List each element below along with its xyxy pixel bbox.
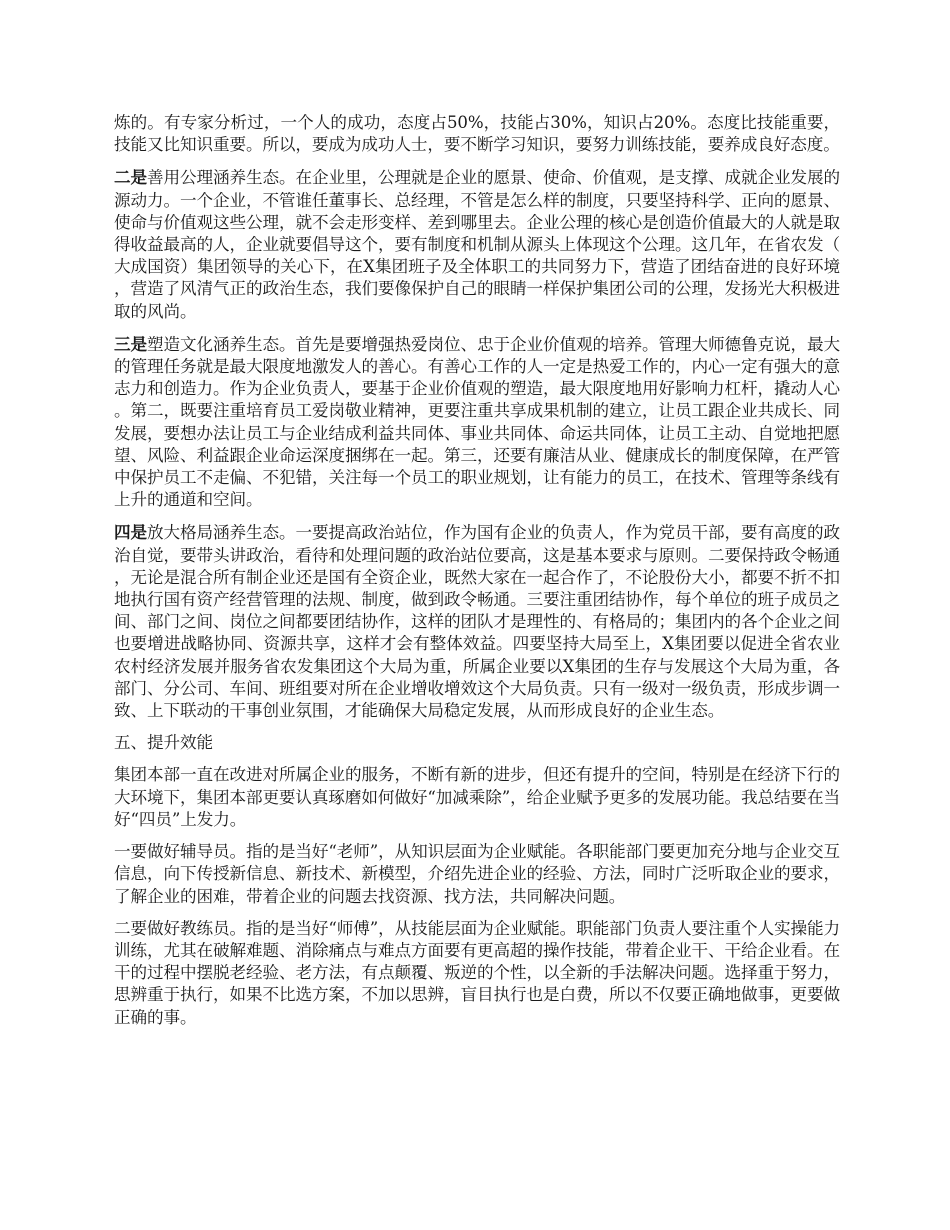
paragraph-text: 集团本部一直在改进对所属企业的服务，不断有新的进步，但还有提升的空间，特别是在经济下行的大环境下，集团本部更要认真琢磨如何做好“加减乘除”，给企业赋予更多的发展功能。我总结要在当好“四员”上发力。 bbox=[114, 765, 840, 829]
paragraph-text: 炼的。有专家分析过，一个人的成功，态度占50%，技能占30%，知识占20%。态度比技能重要，技能又比知识重要。所以，要成为成功人士，要不断学习知识，要努力训练技能，要养成良好态度。 bbox=[114, 113, 840, 155]
paragraph-text: 善用公理涵养生态。在企业里，公理就是企业的愿景、使命、价值观，是支撑、成就企业发展的源动力。一个企业，不管谁任董事长、总经理，不管是怎么样的制度，只要坚持科学、正向的愿景、使命与价值观这些公理，就不会走形变样、差到哪里去。企业公理的核心是创造价值最大的人就是取得收益最高的人，企业就要倡导这个，要有制度和机制从源头上体现这个公理。这几年，在省农发（大成国资）集团领导的关心下，在X集团班子及全体职工的共同努力下，营造了团结奋进的良好环境，营造了风清气正的政治生态，我们要像保护自己的眼睛一样保护集团公司的公理，发扬光大积极进取的风尚。 bbox=[114, 168, 840, 321]
paragraph-lead: 二是 bbox=[114, 167, 147, 188]
paragraph-text: 放大格局涵养生态。一要提高政治站位，作为国有企业的负责人，作为党员干部，要有高度的政治自觉，要带头讲政治，看待和处理问题的政治站位要高，这是基本要求与原则。二要保持政令畅通，无论是混合所有制企业还是国有全资企业，既然大家在一起合作了，不论股份大小，都要不折不扣地执行国有资产经营管理的法规、制度，做到政令畅通。三要注重团结协作，每个单位的班子成员之间、部门之间、岗位之间都要团结协作，这样的团队才是理性的、有格局的；集团内的各个企业之间也要增进战略协同、资源共享，这样才会有整体效益。四要坚持大局至上，X集团要以促进全省农业农村经济发展并服务省农发集团这个大局为重，所属企业要以X集团的生存与发展这个大局为重，各部门、分公司、车间、班组要对所在企业增收增效这个大局负责。只有一级对一级负责，形成步调一致、上下联动的干事创业氛围，才能确保大局稳定发展，从而形成良好的企业生态。 bbox=[114, 523, 840, 721]
paragraph-lead: 三是 bbox=[114, 333, 147, 354]
paragraph-text: 一要做好辅导员。指的是当好“老师”，从知识层面为企业赋能。各职能部门要更加充分地与企业交互信息，向下传授新信息、新技术、新模型，介绍先进企业的经验、方法，同时广泛听取企业的要求，了解企业的困难，带着企业的问题去找资源、找方法，共同解决问题。 bbox=[114, 842, 840, 906]
paragraph-text: 二要做好教练员。指的是当好“师傅”，从技能层面为企业赋能。职能部门负责人要注重个人实操能力训练，尤其在破解难题、消除痛点与难点方面要有更高超的操作技能，带着企业干、干给企业看。在干的过程中摆脱老经验、老方法，有点颠覆、叛逆的个性，以全新的手法解决问题。选择重于努力，思辨重于执行，如果不比选方案，不加以思辨，盲目执行也是白费，所以不仅要正确地做事，更要做正确的事。 bbox=[114, 918, 840, 1027]
paragraph-attitude bbox=[114, 112, 840, 156]
paragraph-tutor bbox=[114, 841, 840, 908]
paragraph-point-two bbox=[114, 166, 840, 322]
paragraph-coach bbox=[114, 918, 840, 1029]
paragraph-text: 塑造文化涵养生态。首先是要增强热爱岗位、忠于企业价值观的培养。管理大师德鲁克说，最大的管理任务就是最大限度地激发人的善心。有善心工作的人一定是热爱工作的，内心一定有强大的意志力和创造力。作为企业负责人，要基于企业价值观的塑造，最大限度地用好影响力杠杆，撬动人心。第二，既要注重培育员工爱岗敬业精神，更要注重共享成果机制的建立，让员工跟企业共成长、同发展，要想办法让员工与企业结成利益共同体、事业共同体、命运共同体，让员工主动、自觉地把愿望、风险、利益跟企业命运深度捆绑在一起。第三，还要有廉洁从业、健康成长的制度保障，在严管中保护员工不走偏、不犯错，关注每一个员工的职业规划，让有能力的员工，在技术、管理等条线有上升的通道和空间。 bbox=[114, 334, 840, 510]
paragraph-lead: 四是 bbox=[114, 522, 147, 543]
paragraph-point-three bbox=[114, 333, 840, 512]
paragraph-point-four bbox=[114, 521, 840, 722]
paragraph-efficiency-intro bbox=[114, 764, 840, 831]
document-page bbox=[114, 112, 840, 1039]
section-heading bbox=[114, 732, 840, 754]
section-heading-text: 五、提升效能 bbox=[114, 733, 213, 753]
